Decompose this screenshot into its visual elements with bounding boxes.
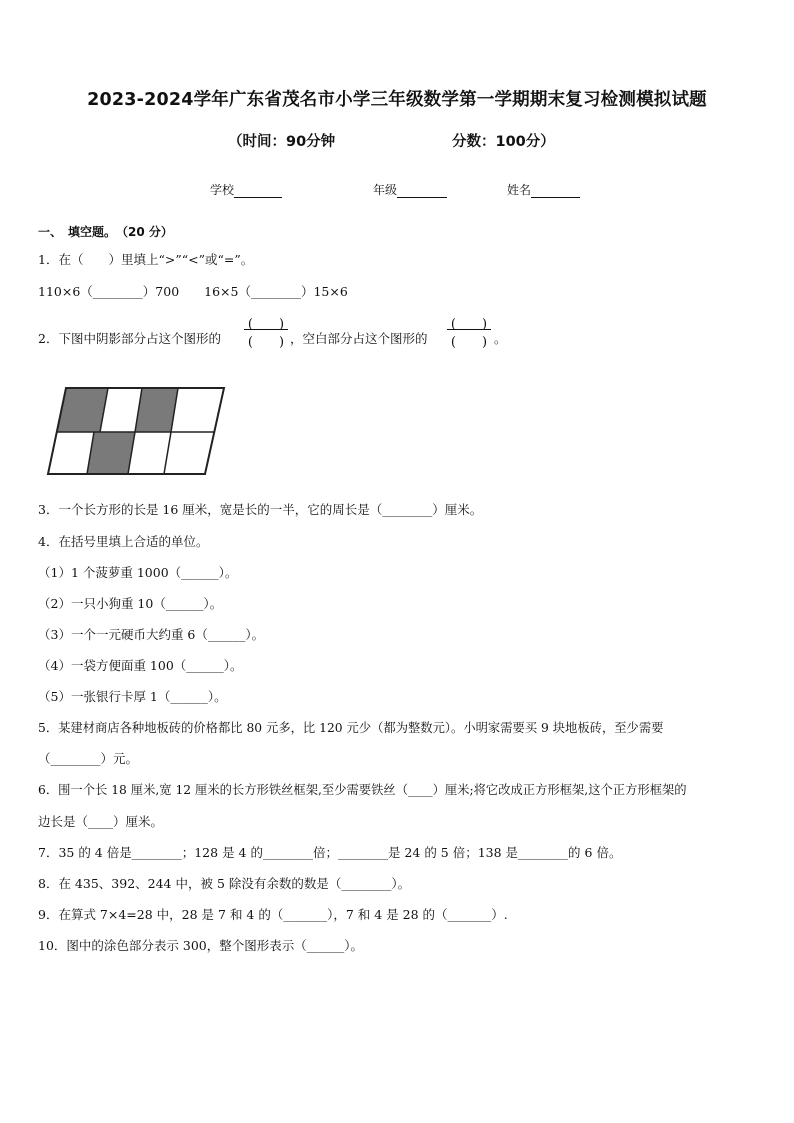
- question-4: 4．在括号里填上合适的单位。: [38, 534, 209, 549]
- name-blank[interactable]: [531, 185, 580, 198]
- question-2-text-b: ，空白部分占这个图形的: [290, 331, 428, 346]
- question-10: 10．图中的涂色部分表示 300，整个图形表示（______）。: [38, 938, 363, 953]
- section-title: 一、 填空题。 （20 分）: [38, 225, 173, 239]
- question-4-1: （1）1 个菠萝重 1000（______）。: [38, 565, 238, 580]
- fraction-bar: [244, 329, 288, 330]
- question-2-text-a: 2．下图中阴影部分占这个图形的: [38, 331, 221, 346]
- parallelogram-figure: [44, 382, 226, 478]
- grade-field: [373, 181, 447, 198]
- fraction-blank[interactable]: [445, 313, 493, 349]
- question-8: 8．在 435、392、244 中，被 5 除没有余数的数是（________）。: [38, 876, 411, 891]
- question-4-2: （2）一只小狗重 10（______）。: [38, 596, 223, 611]
- page-title: 2023-2024学年广东省茂名市小学三年级数学第一学期期末复习检测模拟试题: [87, 90, 707, 110]
- fraction-bar: [447, 329, 491, 330]
- question-4-4: （4）一袋方便面重 100（______）。: [38, 658, 243, 673]
- question-7: 7．35 的 4 倍是________；128 是 4 的________倍；________是 24 的 5 倍；138 是________的 6 倍。: [38, 845, 622, 860]
- school-blank[interactable]: [234, 185, 282, 198]
- grade-label: 年级: [373, 183, 398, 197]
- question-6-line-2: 边长是（____）厘米。: [38, 814, 164, 829]
- question-4-5: （5）一张银行卡厚 1（______）。: [38, 689, 227, 704]
- question-6-line-1: 6．围一个长 18 厘米,宽 12 厘米的长方形铁丝框架,至少需要铁丝（____）厘米;将它改成正方形框架,这个正方形框架的: [38, 783, 687, 797]
- fraction-blank-denominator: ( ): [450, 335, 488, 350]
- question-1-items: 110×6（________）700 16×5（________）15×6: [38, 284, 348, 299]
- question-1: 1．在（ ）里填上“>”“<”或“=”。: [38, 252, 254, 267]
- grade-blank[interactable]: [397, 185, 447, 198]
- question-5-line-1: 5．某建材商店各种地板砖的价格都比 80 元多，比 120 元少（都为整数元）。小明家需要买 9 块地板砖，至少需要: [38, 721, 664, 735]
- fraction-shaded[interactable]: [242, 313, 290, 349]
- school-field: [210, 181, 282, 198]
- name-field: [507, 181, 580, 198]
- question-5-line-2: （________）元。: [38, 751, 139, 766]
- question-4-3: （3）一个一元硬币大约重 6（______）。: [38, 627, 265, 642]
- question-2-text-c: 。: [494, 331, 507, 346]
- name-label: 姓名: [507, 183, 532, 197]
- shaded-cell: [87, 432, 135, 474]
- question-3: 3．一个长方形的长是 16 厘米，宽是长的一半，它的周长是（________）厘米。: [38, 502, 483, 517]
- exam-score: 分数：100分）: [452, 134, 555, 150]
- fraction-shaded-numerator: ( ): [247, 317, 285, 332]
- fraction-shaded-denominator: ( ): [247, 335, 285, 350]
- exam-time: （时间：90分钟: [228, 134, 336, 150]
- school-label: 学校: [210, 183, 235, 197]
- question-9: 9．在算式 7×4=28 中，28 是 7 和 4 的（_______），7 和 4 是 28 的（_______）.: [38, 907, 508, 922]
- grid-line: [164, 432, 171, 474]
- fraction-blank-numerator: ( ): [450, 317, 488, 332]
